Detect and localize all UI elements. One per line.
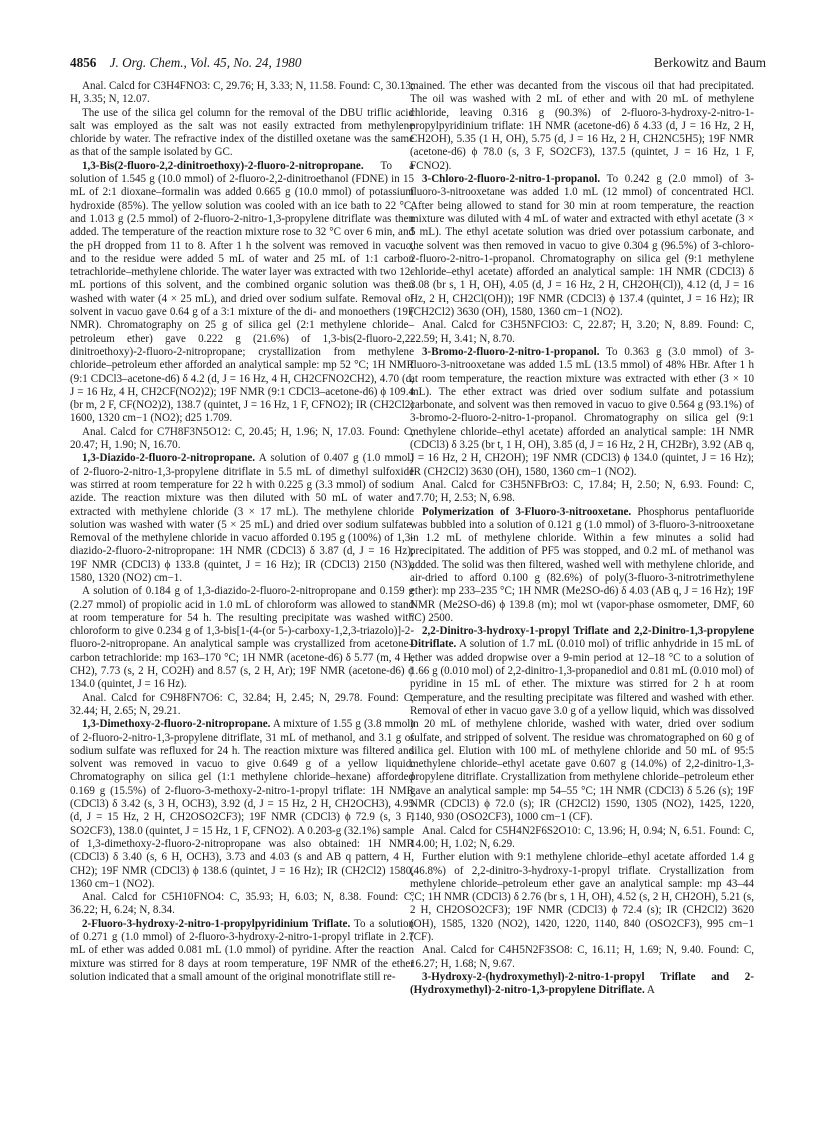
paragraph-text: Anal. Calcd for C5H10FNO4: C, 35.93; H, 6.03; N, 8.38. Found: C, 36.22; H, 6.24; N, 8.34. [70,891,414,917]
compound-heading: 1,3-Dimethoxy-2-fluoro-2-nitropropane. [82,718,271,731]
compound-heading: 3-Bromo-2-fluoro-2-nitro-1-propanol. [422,345,600,358]
running-head [70,54,766,72]
paragraph-text: To a solution of 1.545 g (10.0 mmol) of 2-fluoro-2,2-dinitroethanol (FDNE) in 15 mL of 2:1 dioxane–formalin was added 0.665 g (10.0 mmol) of potassium hydroxide (85%). The yellow solution was cooled with an ice bath to 22 °C, and 1.013 g (2.5 mmol) of 2-fluoro-2-nitro-1,3-propylene ditriflate was then added. The temperature of the reaction mixture rose to 32 °C over 6 min, and the pH dropped from 11 to 8. After 1 h the solvent was removed in vacuo, and to the residue were added 5 mL of water and 25 mL of 1:1 carbon tetrachloride–methylene chloride. The water layer was extracted with two 12-mL portions of this solvent, and the combined organic solution was then washed with water (4 × 25 mL), and dried over sodium sulfate. Removal of solvent in vacuo gave 0.64 g of a 3:1 mixture of the di- and monoethers (19F NMR). Chromatography on 25 g of silica gel (2:1 methylene chloride–petroleum ether) gave 0.222 g (21.6%) of 1,3-bis(2-fluoro-2,2-dinitroethoxy)-2-fluoro-2-nitropropane; crystallization from methylene chloride–petroleum ether afforded an analytical sample: mp 52 °C; 1H NMR (9:1 CDCl3–acetone-d6) δ 4.2 (d, J = 16 Hz, 4 H, CH2CFNO2CH2), 4.70 (d, J = 16 Hz, 4 H, CH2CF(NO2)2); 19F NMR (9:1 CDCl3–acetone-d6) ϕ 109.4 (br m, 2 F, CF(NO2)2), 138.7 (quintet, J = 16 Hz, 1 F, CFNO2); IR (CH2Cl2) 1600, 1320 cm−1 (NO2); d25 1.709. [70,159,415,425]
paragraph [410,851,754,944]
paragraph-text: To 0.363 g (3.0 mmol) of 3-fluoro-3-nitrooxetane was added 1.5 mL (13.5 mmol) of 48% HBr. After 1 h at room temperature, the reaction mixture was extracted with ether (3 × 10 mL). The ether extract was dried over sodium sulfate and potassium carbonate, and solvent was then removed in vacuo to give 0.564 g (93.1%) of 3-bromo-2-fluoro-2-nitro-1-propanol. Chromatography on silica gel (9:1 methylene chloride–ethyl acetate) afforded an analytical sample: 1H NMR (CDCl3) δ 3.25 (br t, 1 H, OH), 3.85 (d, J = 16 Hz, 2 H, CH2Br), 3.92 (AB q, J = 16 Hz, 2 H, CH2OH); 19F NMR (CDCl3) ϕ 134.0 (quintet, J = 16 Hz); IR (CH2Cl2) 3630 (OH), 1580, 1360 cm−1 (NO2). [410,345,754,478]
running-head-authors: Berkowitz and Baum [653,55,766,70]
paragraph-text: Further elution with 9:1 methylene chloride–ethyl acetate afforded 1.4 g (46.8%) of 2,2-dinitro-3-hydroxy-1-propyl triflate. Crystallization from methylene chloride–petroleum ether gave an analytical sample: mp 43–44 °C; 1H NMR (CDCl3) δ 2.76 (br s, 1 H, OH), 4.52 (s, 2 H, CH2OH), 5.21 (s, 2 H, CH2OSO2CF3); 19F NMR (CDCl3) ϕ 72.4 (s); IR (CH2Cl2) 3620 (OH), 1585, 1320 (NO2), 1420, 1220, 1140, 840 (OSO2CF3), 995 cm−1 (CF). [410,851,754,943]
paragraph-text: Anal. Calcd for C3H5NFBrO3: C, 17.84; H, 2.50; N, 6.93. Found: C, 17.70; H, 2.53; N, 6.98. [410,478,754,505]
paragraph-text: Anal. Calcd for C9H8FN7O6: C, 32.84; H, 2.45; N, 29.78. Found: C, 32.44; H, 2.65; N, 29.21. [70,691,414,717]
paragraph-text: A solution of 0.407 g (1.0 mmol) of 2-fluoro-2-nitro-1,3-propylene ditriflate in 5.5 mL of dimethyl sulfoxide was stirred at room temperature for 22 h with 0.225 g (3.3 mmol) of sodium azide. The reaction mixture was then diluted with 50 mL of water and extracted with methylene chloride (3 × 17 mL). The methylene chloride solution was washed with water (5 × 25 mL) and dried over sodium sulfate. Removal of the methylene chloride in vacuo afforded 0.195 g (100%) of 1,3-diazido-2-fluoro-2-nitropropane: 1H NMR (CDCl3) δ 3.87 (d, J = 16 Hz); 19F NMR (CDCl3) ϕ 133.8 (quintet, J = 16 Hz); IR (CDCl3) 2150 (N3), 1580, 1320 (NO2) cm−1. [70,452,414,584]
paragraph [410,625,754,824]
paragraph-text: A solution of 1.7 mL (0.010 mol) of triflic anhydride in 15 mL of ether was added dropwise over a 9-min period at 12–18 °C to a solution of 1.66 g (0.010 mol) of 2,2-dinitro-1,3-propanediol and 0.81 mL (0.010 mol) of pyridine in 15 mL of ether. The mixture was stirred for 2 h at room temperature, and the resulting precipitate was filtered and washed with ether. Removal of ether in vacuo gave 3.0 g of a yellow liquid, which was dissolved in 20 mL of methylene chloride, washed with water, dried over sodium sulfate, and stripped of solvent. The residue was chromatographed on 60 g of silica gel. Elution with 100 mL of methylene chloride and 50 mL of 95:5 methylene chloride–ethyl acetate gave 0.607 g (14.0%) of 2,2-dinitro-1,3-propylene ditriflate. Crystallization from methylene chloride–petroleum ether gave an analytical sample: mp 54–55 °C; 1H NMR (CDCl3) δ 5.26 (s); 19F NMR (CDCl3) ϕ 72.0 (s); IR (CH2Cl2) 1590, 1305 (NO2), 1425, 1220, 1140, 930 (OSO2CF3), 1000 cm−1 (CF). [410,638,754,824]
paragraph [70,891,414,918]
compound-heading: 3-Hydroxy-2-(hydroxymethyl)-2-nitro-1-propyl Triflate and 2-(Hydroxymethyl)-2-nitro-1,3-propylene Ditriflate. [410,970,754,997]
right-column [410,80,754,997]
paragraph [410,173,754,319]
paragraph-text: Phosphorus pentafluoride was bubbled into a solution of 0.121 g (1.0 mmol) of 3-fluoro-3-nitrooxetane in 1.2 mL of methylene chloride. Within a few minutes a solid had precipitated. The addition of PF5 was stopped, and 0.2 mL of methanol was added. The solid was then filtered, washed well with methylene chloride, and air-dried to afford 0.100 g (82.6%) of poly(3-fluoro-3-nitrotrimethylene ether): mp 233–235 °C; 1H NMR (Me2SO-d6) δ 4.03 (AB q, J = 16 Hz); 19F NMR (Me2SO-d6) ϕ 139.8 (m); mol wt (vapor-phase osmometer, DMF, 60 °C) 2500. [410,505,754,624]
paragraph-text: Anal. Calcd for C7H8F3N5O12: C, 20.45; H, 1.96; N, 17.03. Found: C, 20.47; H, 1.90; N, 16.70. [70,425,414,452]
paragraph-text: Anal. Calcd for C3H5NFClO3: C, 22.87; H, 3.20; N, 8.89. Found: C, 22.59; H, 3.41; N, 8.70. [410,319,754,345]
paragraph [410,479,754,506]
paragraph [70,107,414,160]
paragraph [70,426,414,453]
paragraph-text: To 0.242 g (2.0 mmol) of 3-fluoro-3-nitrooxetane was added 1.0 mL (12 mmol) of concentrated HCl. After being allowed to stand for 30 min at room temperature, the reaction mixture was diluted with 4 mL of water and extracted with ethyl acetate (3 × 5 mL). The ethyl acetate solution was dried over potassium carbonate, and the solvent was then removed in vacuo to give 0.304 g (96.5%) of 3-chloro-2-fluoro-2-nitro-1-propanol. Chromatography on silica gel (9:1 methylene chloride–ethyl acetate) afforded an analytical sample: 1H NMR (CDCl3) δ 3.08 (br s, 1 H, OH), 4.05 (d, J = 16 Hz, 2 H, CH2OH(Cl)), 4.12 (d, J = 16 Hz, 2 H, CH2Cl(OH)); 19F NMR (CDCl3) ϕ 137.4 (quintet, J = 16 Hz); IR (CH2Cl2) 3630 (OH), 1580, 1360 cm−1 (NO2). [410,173,754,319]
paragraph [410,319,754,346]
paragraph-text: A mixture of 1.55 g (3.8 mmol) of 2-fluoro-2-nitro-1,3-propylene ditriflate, 31 mL of methanol, and 3.1 g of sodium sulfate was refluxed for 24 h. The reaction mixture was filtered and solvent was removed in vacuo to give 0.649 g of a yellow liquid. Chromatography on silica gel (1:1 methylene chloride–hexane) afforded 0.169 g (15.5%) of 2-fluoro-3-methoxy-2-nitro-1-propyl triflate: 1H NMR (CDCl3) δ 3.42 (s, 3 H, OCH3), 3.92 (d, J = 15 Hz, 2 H, CH2OCH3), 4.95 (d, J = 15 Hz, 2 H, CH2OSO2CF3); 19F NMR (CDCl3) ϕ 72.9 (s, 3 F, SO2CF3), 138.0 (quintet, J = 15 Hz, 1 F, CFNO2). A 0.203-g (32.1%) sample of 1,3-dimethoxy-2-fluoro-2-nitropropane was also obtained: 1H NMR (CDCl3) δ 3.40 (s, 6 H, OCH3), 3.73 and 4.03 (s and AB q pattern, 4 H, CH2); 19F NMR (CDCl3) ϕ 138.6 (quintet, J = 16 Hz); IR (CH2Cl2) 1580, 1360 cm−1 (NO2). [70,718,414,890]
paragraph [70,80,414,107]
compound-heading: 3-Chloro-2-fluoro-2-nitro-1-propanol. [422,173,601,186]
paragraph [70,160,414,426]
left-column [70,80,414,984]
paragraph-text: A [646,984,655,997]
paragraph [410,825,754,852]
paragraph-text: Anal. Calcd for C4H5N2F3SO8: C, 16.11; H, 1.69; N, 9.40. Found: C, 16.27; H, 1.68; N, 9.67. [410,944,754,970]
journal-citation: J. Org. Chem., Vol. 45, No. 24, 1980 [109,55,302,70]
paragraph [410,80,754,173]
compound-heading: 1,3-Bis(2-fluoro-2,2-dinitroethoxy)-2-fluoro-2-nitropropane. [82,159,364,172]
paragraph-text: Anal. Calcd for C5H4N2F6S2O10: C, 13.96; H, 0.94; N, 6.51. Found: C, 14.00; H, 1.02; N, 6.29. [410,824,754,850]
paragraph-text: Anal. Calcd for C3H4FNO3: C, 29.76; H, 3.33; N, 11.58. Found: C, 30.13; H, 3.35; N, 12.07. [70,80,414,106]
compound-heading: 2,2-Dinitro-3-hydroxy-1-propyl Triflate and 2,2-Dinitro-1,3-propylene Ditriflate. [410,625,754,651]
compound-heading: 1,3-Diazido-2-fluoro-2-nitropropane. [82,452,256,465]
compound-heading: 2-Fluoro-3-hydroxy-2-nitro-1-propylpyridinium Triflate. [82,917,351,930]
paragraph [410,971,754,998]
paragraph-text: The use of the silica gel column for the removal of the DBU triflic acid salt was employed as the salt was not easily extracted from methylene chloride by water. The refractive index of the distilled oxetane was the same as that of the sample isolated by GC. [70,106,414,159]
paragraph-text: To a solution of 0.271 g (1.0 mmol) of 2-fluoro-3-hydroxy-2-nitro-1-propyl triflate in 2.7 mL of ether was added 0.081 mL (1.0 mmol) of pyridine. After the reaction mixture was stirred for 8 days at room temperature, 19F NMR of the ether solution indicated that a small amount of the original monotriflate still re- [70,917,415,983]
paragraph-text: A solution of 0.184 g of 1,3-diazido-2-fluoro-2-nitropropane and 0.159 g (2.27 mmol) of propiolic acid in 1.0 mL of chloroform was allowed to stand at room temperature for 54 h. The resulting precipitate was washed with chloroform to give 0.234 g of 1,3-bis[1-(4-(or 5-)-carboxy-1,2,3-triazolo)]-2-fluoro-2-nitropropane. An analytical sample was crystallized from acetone–carbon tetrachloride: mp 163–170 °C; 1H NMR (acetone-d6) δ 5.77 (m, 4 H, CH2), 7.73 (s, 2 H, CO2H) and 8.57 (s, 2 H, Ar); 19F NMR (acetone-d6) ϕ 134.0 (quintet, J = 16 Hz). [70,585,414,691]
page-number: 4856 [70,55,97,70]
paragraph [70,718,414,891]
paragraph [70,452,414,585]
paragraph-text: mained. The ether was decanted from the viscous oil that had precipitated. The oil was washed with 2 mL of ether and with 20 mL of methylene chloride, leaving 0.316 g (90.3%) of 2-fluoro-3-hydroxy-2-nitro-1-propylpyridinium triflate: 1H NMR (acetone-d6) δ 4.33 (d, J = 16 Hz, 2 H, CH2OH), 5.35 (1 H, OH), 5.75 (d, J = 16 Hz, 2 H, CH2NC5H5); 19F NMR (acetone-d6) ϕ 78.0 (s, 3 F, SO2CF3), 137.5 (quintet, J = 16 Hz, 1 F, FCNO2). [410,80,754,172]
paragraph [410,346,754,479]
paragraph [410,506,754,626]
paragraph [70,585,414,691]
paragraph [410,944,754,971]
paragraph [70,692,414,719]
compound-heading: Polymerization of 3-Fluoro-3-nitrooxetane. [422,505,632,518]
paragraph [70,918,414,984]
